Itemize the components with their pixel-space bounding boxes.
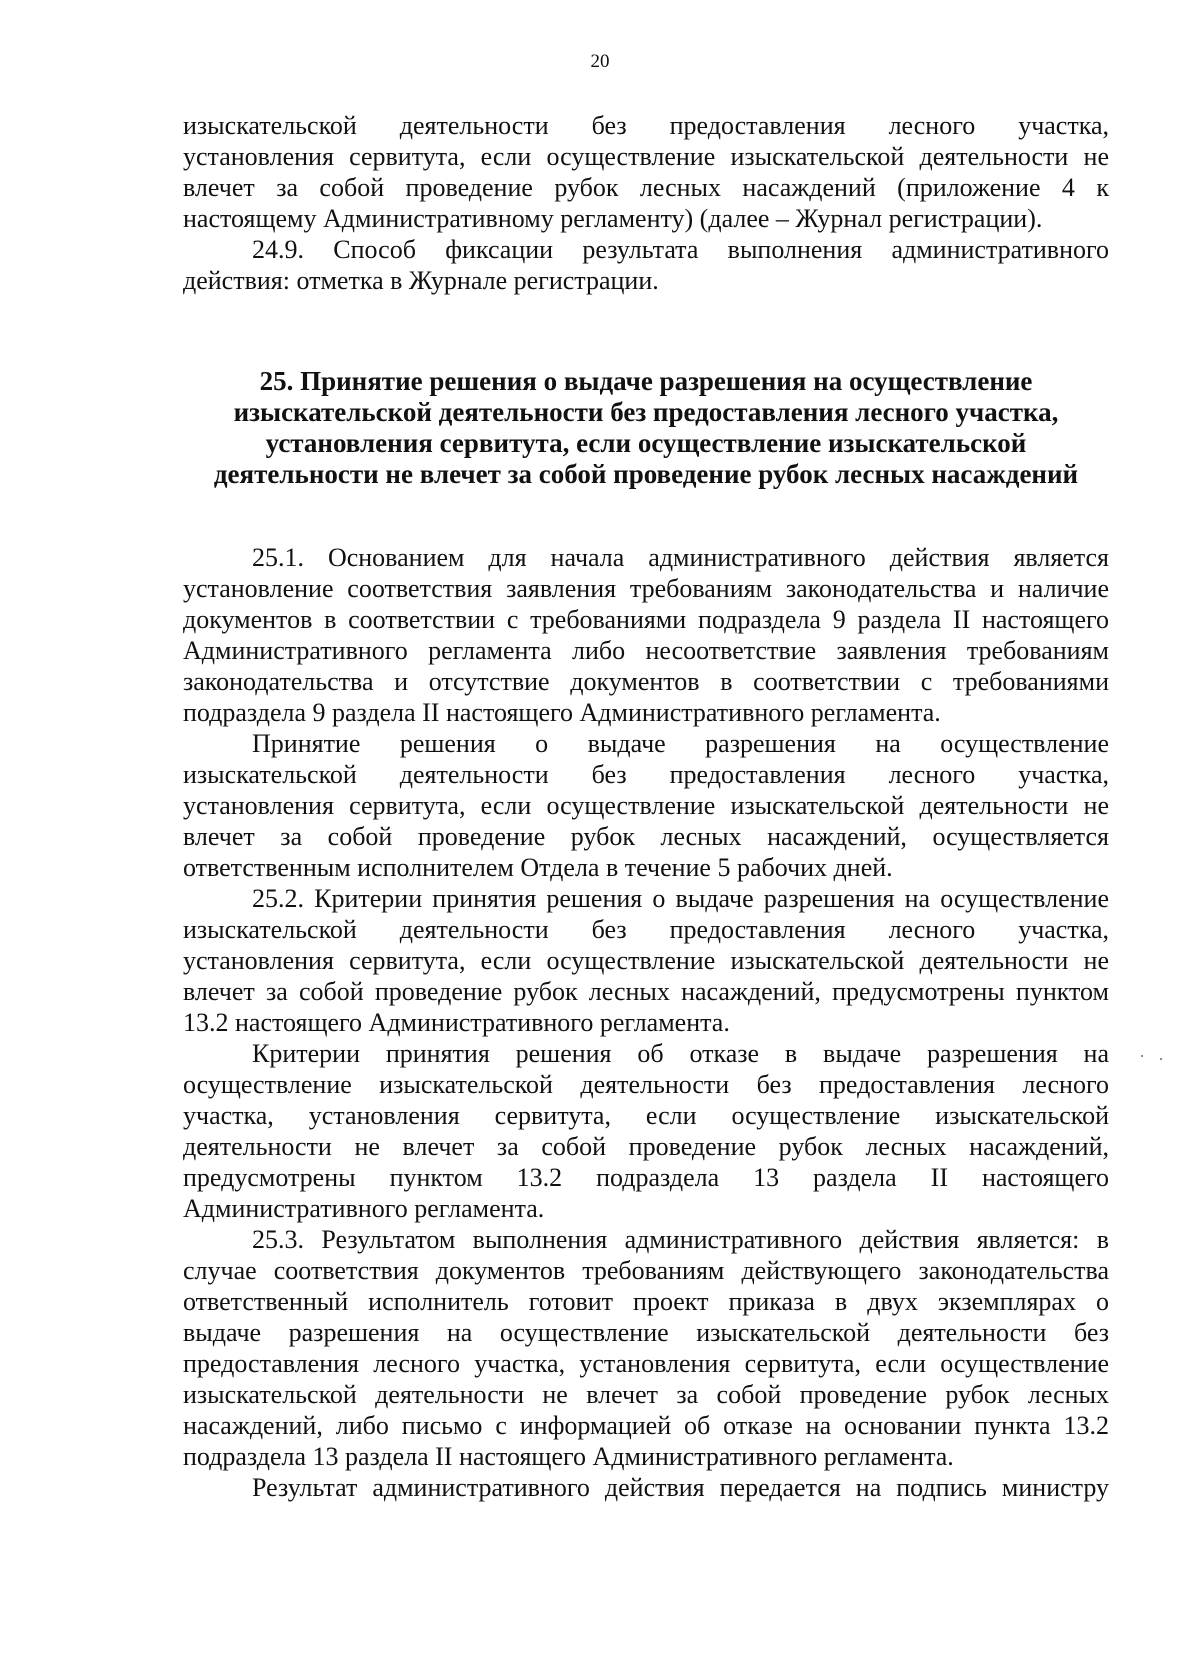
text-line: деятельности не влечет за собой проведение рубок лесных насаждений,	[183, 1132, 1109, 1161]
text-line: изыскательской деятельности не влечет за собой проведение рубок лесных	[183, 1380, 1109, 1409]
text-line: осуществление изыскательской деятельности без предоставления лесного	[183, 1070, 1109, 1099]
text-line: действия: отметка в Журнале регистрации.	[183, 266, 659, 295]
text-line: насаждений, либо письмо с информацией об отказе на основании пункта 13.2	[183, 1411, 1109, 1440]
document-body	[183, 110, 1109, 1503]
text-line: влечет за собой проведение рубок лесных насаждений (приложение 4 к	[183, 173, 1109, 202]
text-line: установление соответствия заявления требованиям законодательства и наличие	[183, 574, 1109, 603]
text-line: законодательства и отсутствие документов в соответствии с требованиями	[183, 667, 1109, 696]
heading-line: 25. Принятие решения о выдаче разрешения на осуществление	[259, 366, 1033, 396]
text-line: 25.3. Результатом выполнения административного действия является: в	[252, 1225, 1109, 1254]
text-line: Административного регламента либо несоответствие заявления требованиям	[183, 636, 1109, 665]
text-line: изыскательской деятельности без предоставления лесного участка,	[183, 760, 1109, 789]
text-line: подраздела 13 раздела II настоящего Административного регламента.	[183, 1442, 954, 1471]
text-line: ответственным исполнителем Отдела в течение 5 рабочих дней.	[183, 853, 893, 882]
text-line: установления сервитута, если осуществление изыскательской деятельности не	[183, 946, 1109, 975]
paragraph-continuation	[183, 110, 1109, 234]
paragraph-25-1	[183, 542, 1109, 728]
text-line: 25.1. Основанием для начала административного действия является	[252, 543, 1109, 572]
text-line: подраздела 9 раздела II настоящего Административного регламента.	[183, 698, 941, 727]
heading-line: деятельности не влечет за собой проведение рубок лесных насаждений	[213, 459, 1079, 489]
text-line: Принятие решения о выдаче разрешения на осуществление	[252, 729, 1109, 758]
text-line: настоящему Административному регламенту) (далее – Журнал регистрации).	[183, 204, 1043, 233]
text-line: изыскательской деятельности без предоставления лесного участка,	[183, 915, 1109, 944]
text-line: предусмотрены пунктом 13.2 подраздела 13 раздела II настоящего	[183, 1163, 1109, 1192]
paragraph-25-2	[183, 883, 1109, 1038]
heading-line: установления сервитута, если осуществление изыскательской	[265, 428, 1027, 458]
text-line: участка, установления сервитута, если осуществление изыскательской	[183, 1101, 1109, 1130]
text-line: влечет за собой проведение рубок лесных насаждений, осуществляется	[183, 822, 1109, 851]
text-line: случае соответствия документов требованиям действующего законодательства	[183, 1256, 1109, 1285]
text-line: ответственный исполнитель готовит проект приказа в двух экземплярах о	[183, 1287, 1109, 1316]
text-line: установления сервитута, если осуществление изыскательской деятельности не	[183, 142, 1109, 171]
section-heading	[183, 366, 1109, 490]
text-line: Административного регламента.	[183, 1194, 545, 1223]
text-line: установления сервитута, если осуществление изыскательской деятельности не	[183, 791, 1109, 820]
text-line: документов в соответствии с требованиями подраздела 9 раздела II настоящего	[183, 605, 1109, 634]
text-line: Критерии принятия решения об отказе в выдаче разрешения на	[252, 1039, 1109, 1068]
text-line: 13.2 настоящего Административного регламента.	[183, 1008, 730, 1037]
paragraph-result-signature	[183, 1472, 1109, 1503]
text-line: 25.2. Критерии принятия решения о выдаче разрешения на осуществление	[252, 884, 1109, 913]
heading-line: изыскательской деятельности без предоставления лесного участка,	[233, 397, 1059, 427]
scan-speck	[1141, 1055, 1143, 1057]
scan-speck	[1160, 1058, 1162, 1060]
page-number: 20	[590, 51, 610, 72]
text-line: предоставления лесного участка, установления сервитута, если осуществление	[183, 1349, 1109, 1378]
text-line: выдаче разрешения на осуществление изыскательской деятельности без	[183, 1318, 1109, 1347]
paragraph-25-3	[183, 1224, 1109, 1472]
text-line: Результат административного действия передается на подпись министру	[252, 1473, 1109, 1502]
text-line: изыскательской деятельности без предоставления лесного участка,	[183, 111, 1109, 140]
paragraph-refusal-criteria	[183, 1038, 1109, 1224]
paragraph-decision	[183, 728, 1109, 883]
text-line: 24.9. Способ фиксации результата выполнения административного	[252, 235, 1109, 264]
paragraph-24-9	[183, 234, 1109, 296]
text-line: влечет за собой проведение рубок лесных насаждений, предусмотрены пунктом	[183, 977, 1109, 1006]
